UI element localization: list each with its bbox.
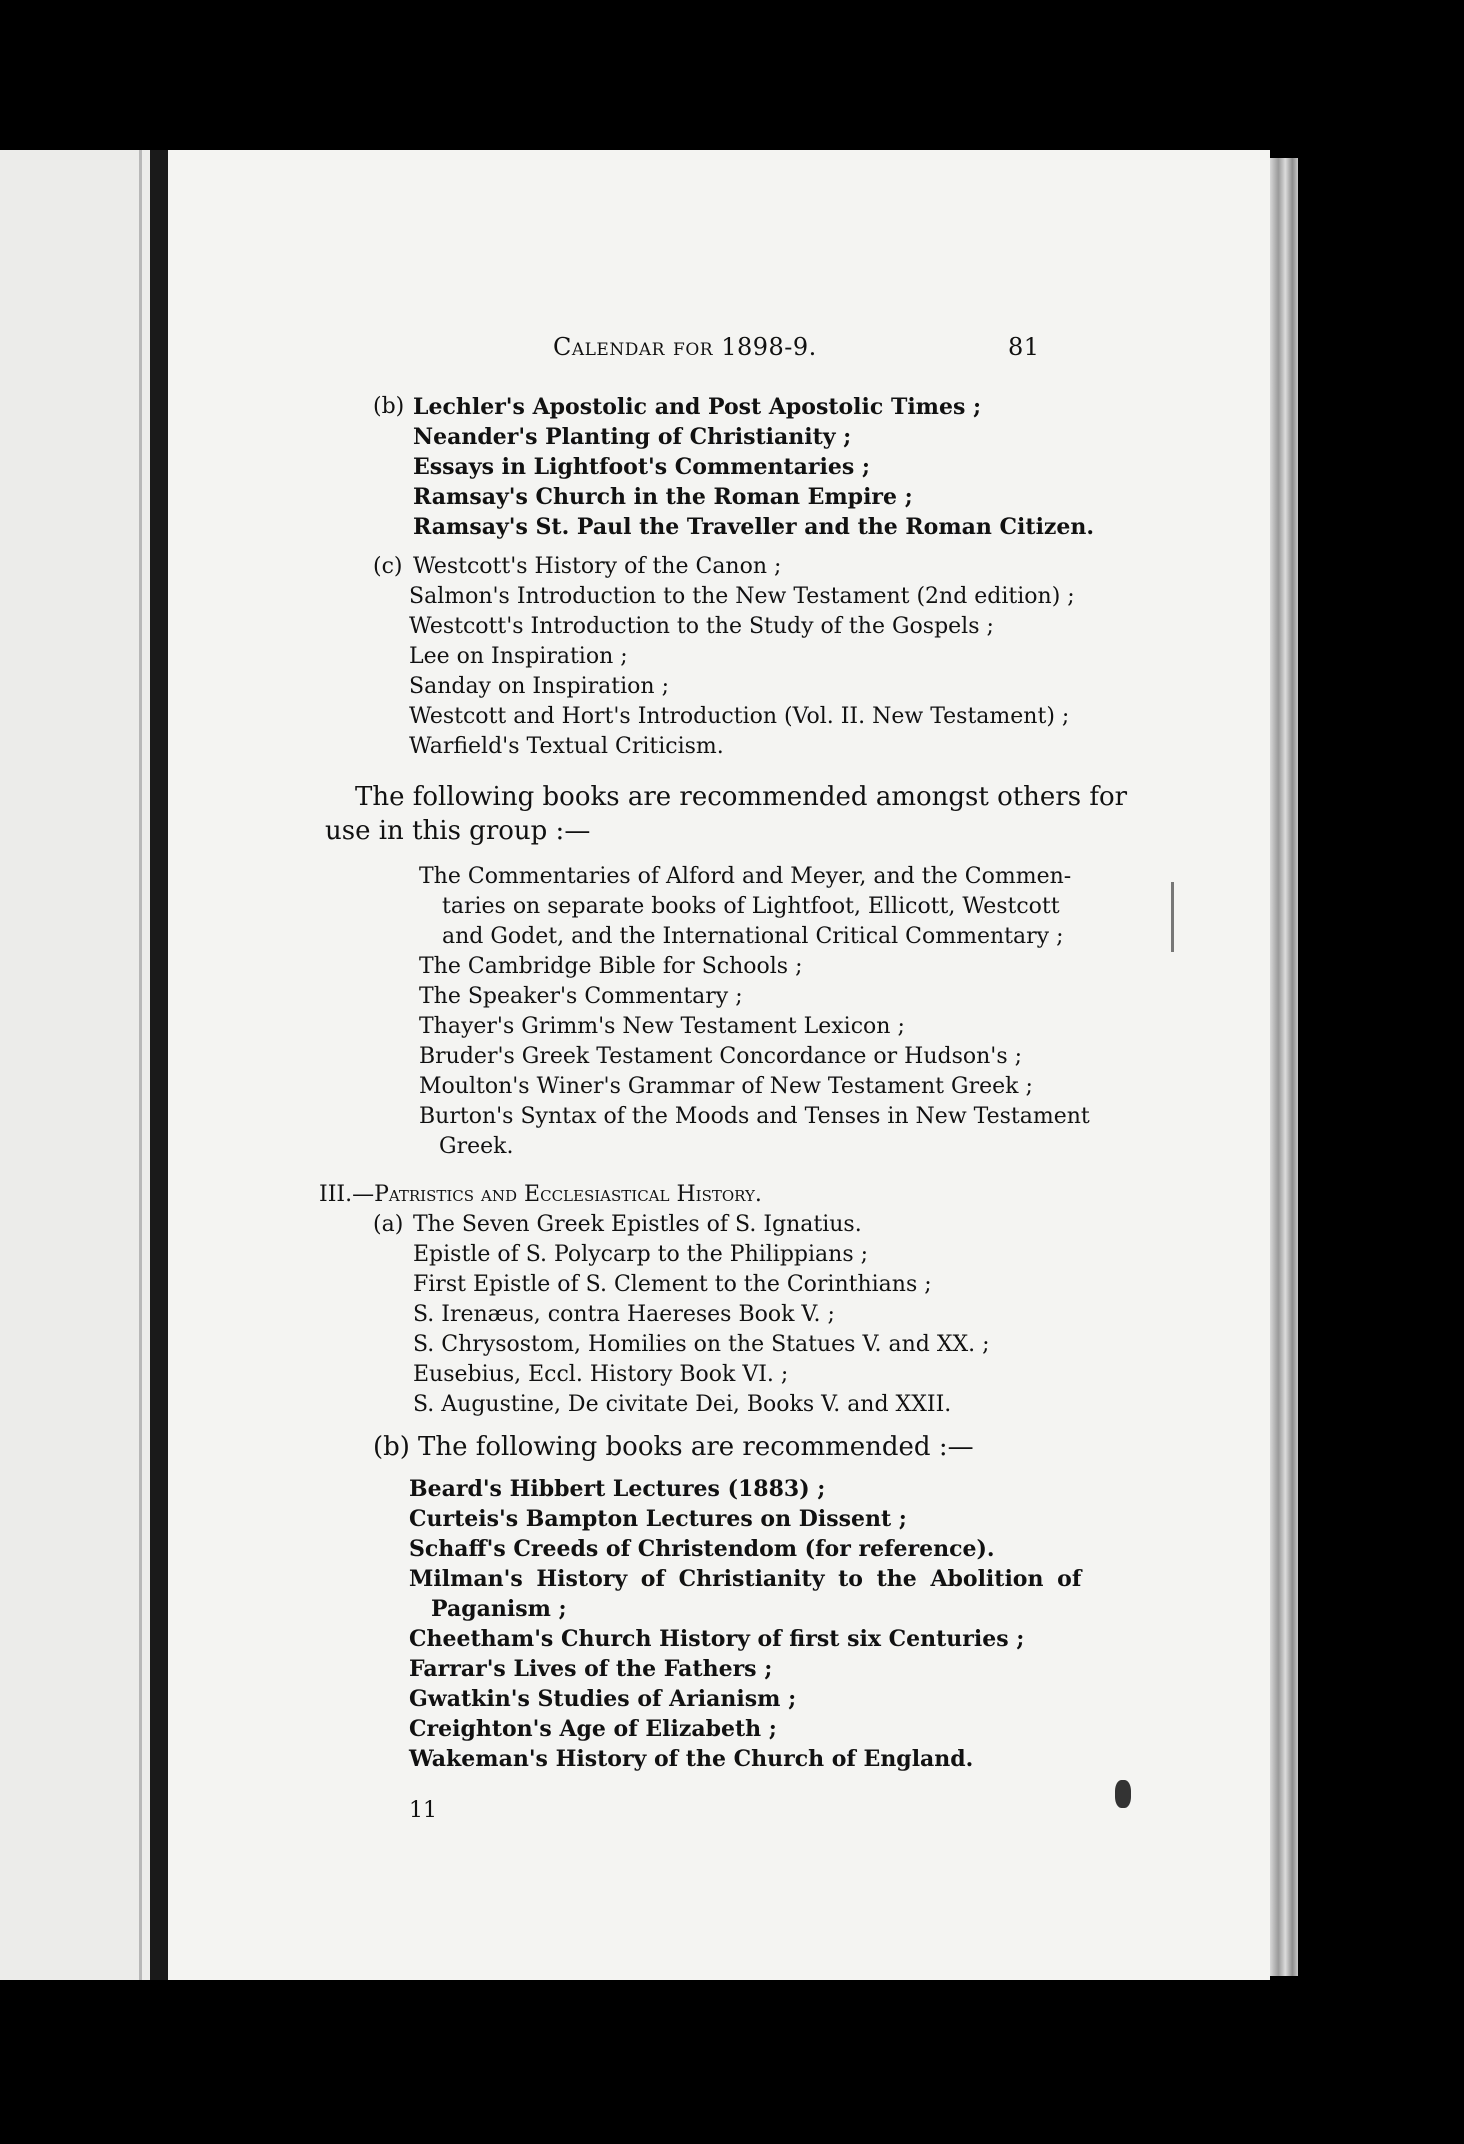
- paragraph-line: use in this group :—: [325, 816, 591, 846]
- facing-page-edge: [139, 150, 142, 1980]
- list-item: Ramsay's St. Paul the Traveller and the Roman Citizen.: [413, 514, 1095, 540]
- section-heading: III.—Patristics and Ecclesiastical History.: [319, 1182, 762, 1207]
- list-item: Greek.: [439, 1134, 514, 1159]
- list-item: Lechler's Apostolic and Post Apostolic Times ;: [413, 394, 982, 420]
- list-item: S. Irenæus, contra Haereses Book V. ;: [413, 1302, 835, 1327]
- book-page: [168, 150, 1270, 1980]
- list-item: Beard's Hibbert Lectures (1883) ;: [409, 1476, 826, 1502]
- list-item: Warfield's Textual Criticism.: [409, 734, 724, 759]
- list-item: Wakeman's History of the Church of England.: [409, 1746, 974, 1772]
- list-item: Paganism ;: [431, 1596, 567, 1622]
- list-item: Ramsay's Church in the Roman Empire ;: [413, 484, 913, 510]
- ink-blot: [1115, 1780, 1131, 1808]
- group-marker: (b): [373, 394, 405, 419]
- list-item: Creighton's Age of Elizabeth ;: [409, 1716, 777, 1742]
- running-title: Calendar for 1898-9.: [553, 333, 817, 361]
- list-item: Schaff's Creeds of Christendom (for reference).: [409, 1536, 995, 1562]
- list-item: Westcott's Introduction to the Study of the Gospels ;: [409, 614, 994, 639]
- page-text: [168, 150, 1270, 1980]
- list-item: S. Chrysostom, Homilies on the Statues V. and XX. ;: [413, 1332, 990, 1357]
- list-item: S. Augustine, De civitate Dei, Books V. and XXII.: [413, 1392, 952, 1417]
- list-item: Milman's History of Christianity to the Abolition of: [409, 1566, 1082, 1592]
- list-item: Cheetham's Church History of first six Centuries ;: [409, 1626, 1025, 1652]
- group-marker: (a): [373, 1212, 404, 1237]
- list-item: Salmon's Introduction to the New Testament (2nd edition) ;: [409, 584, 1075, 609]
- list-item: The Commentaries of Alford and Meyer, and the Commen-: [419, 864, 1072, 889]
- list-item: Westcott's History of the Canon ;: [413, 554, 782, 579]
- list-item: The Seven Greek Epistles of S. Ignatius.: [413, 1212, 862, 1237]
- group-marker: (b): [373, 1432, 410, 1462]
- facing-page-fragment: [0, 150, 150, 1980]
- list-item: Sanday on Inspiration ;: [409, 674, 669, 699]
- list-item: The Cambridge Bible for Schools ;: [419, 954, 803, 979]
- book-gutter: [150, 150, 168, 1980]
- signature-mark: 11: [409, 1798, 437, 1823]
- list-item: Neander's Planting of Christianity ;: [413, 424, 852, 450]
- list-item: Epistle of S. Polycarp to the Philippians ;: [413, 1242, 869, 1267]
- list-item: taries on separate books of Lightfoot, Ellicott, Westcott: [442, 894, 1060, 919]
- list-item: Bruder's Greek Testament Concordance or Hudson's ;: [419, 1044, 1023, 1069]
- paragraph-line: The following books are recommended amongst others for: [355, 782, 1128, 812]
- page-stack-edge: [1270, 158, 1298, 1976]
- list-item: The Speaker's Commentary ;: [419, 984, 743, 1009]
- scan-mark: [1171, 882, 1174, 952]
- list-item: Essays in Lightfoot's Commentaries ;: [413, 454, 871, 480]
- list-item: Thayer's Grimm's New Testament Lexicon ;: [419, 1014, 905, 1039]
- list-item: Curteis's Bampton Lectures on Dissent ;: [409, 1506, 907, 1532]
- list-item: Gwatkin's Studies of Arianism ;: [409, 1686, 797, 1712]
- list-item: Burton's Syntax of the Moods and Tenses in New Testament: [419, 1104, 1090, 1129]
- list-item: Moulton's Winer's Grammar of New Testament Greek ;: [419, 1074, 1033, 1099]
- list-item: Lee on Inspiration ;: [409, 644, 628, 669]
- page-number: 81: [1008, 333, 1040, 361]
- group-marker: (c): [373, 554, 403, 579]
- list-item: Eusebius, Eccl. History Book VI. ;: [413, 1362, 789, 1387]
- paragraph-line: The following books are recommended :—: [418, 1432, 974, 1462]
- list-item: Westcott and Hort's Introduction (Vol. II. New Testament) ;: [409, 704, 1070, 729]
- list-item: and Godet, and the International Critical Commentary ;: [442, 924, 1064, 949]
- list-item: Farrar's Lives of the Fathers ;: [409, 1656, 773, 1682]
- list-item: First Epistle of S. Clement to the Corinthians ;: [413, 1272, 932, 1297]
